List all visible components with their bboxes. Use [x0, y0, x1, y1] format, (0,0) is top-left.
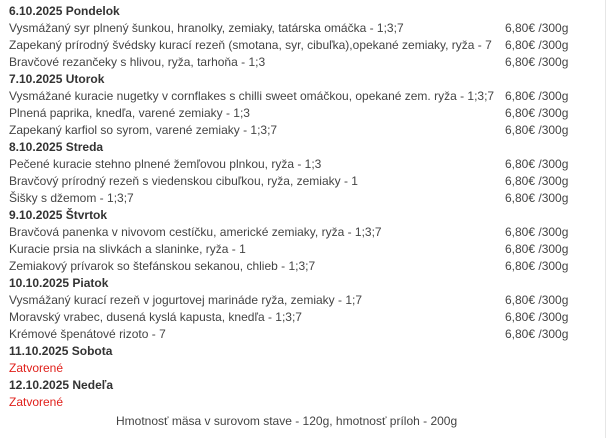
dish-row	[9, 105, 597, 122]
dish-name: Bravčová panenka v nivovom cestíčku, americké zemiaky, ryža - 1;3;7	[9, 225, 382, 239]
dish-price: 6,80€ /300g	[505, 225, 569, 239]
dish-price: 6,80€ /300g	[505, 38, 569, 52]
day-title: 7.10.2025 Utorok	[9, 72, 105, 86]
dish-name: Krémové špenátové rizoto - 7	[9, 327, 166, 341]
dish-price: 6,80€ /300g	[505, 123, 569, 137]
dish-price: 6,80€ /300g	[505, 242, 569, 256]
dish-price: 6,80€ /300g	[505, 174, 569, 188]
dish-row	[9, 190, 597, 207]
day-title: 12.10.2025 Nedeľa	[9, 378, 114, 392]
dish-row	[9, 241, 597, 258]
dish-row	[9, 326, 597, 343]
dish-name: Pečené kuracie stehno plnené žemľovou plnkou, ryža - 1;3	[9, 157, 322, 171]
closed-label: Zatvorené	[9, 361, 64, 375]
dish-name: Bravčový prírodný rezeň s viedenskou cibuľkou, ryža, zemiaky - 1	[9, 174, 358, 188]
dish-price: 6,80€ /300g	[505, 310, 569, 324]
dish-name: Bravčové rezančeky s hlivou, ryža, tarhoňa - 1;3	[9, 55, 266, 69]
day-title: 9.10.2025 Štvrtok	[9, 208, 108, 222]
weight-note: Hmotnosť mäsa v surovom stave - 120g, hmotnosť príloh - 200g	[116, 414, 458, 428]
dish-name: Vysmážané kuracie nugetky v cornflakes s chilli sweet omáčkou, opekané zem. ryža - 1;3;7	[9, 89, 495, 103]
dish-price: 6,80€ /300g	[505, 157, 569, 171]
dish-row	[9, 173, 597, 190]
dish-row	[9, 156, 597, 173]
day-title: 11.10.2025 Sobota	[9, 344, 113, 358]
dish-name: Zapekaný karfiol so syrom, varené zemiaky - 1;3;7	[9, 123, 278, 137]
dish-price: 6,80€ /300g	[505, 259, 569, 273]
day-title: 10.10.2025 Piatok	[9, 276, 109, 290]
dish-row	[9, 122, 597, 139]
dish-row	[9, 224, 597, 241]
dish-name: Vysmážaný kurací rezeň v jogurtovej marináde ryža, zemiaky - 1;7	[9, 293, 363, 307]
dish-price: 6,80€ /300g	[505, 327, 569, 341]
day-title: 8.10.2025 Streda	[9, 140, 104, 154]
dish-row	[9, 20, 597, 37]
dish-name: Vysmážaný syr plnený šunkou, hranolky, zemiaky, tatárska omáčka - 1;3;7	[9, 21, 404, 35]
closed-label: Zatvorené	[9, 395, 64, 409]
dish-row	[9, 37, 597, 54]
dish-name: Kuracie prsia na slivkách a slaninke, ryža - 1	[9, 242, 246, 256]
dish-price: 6,80€ /300g	[505, 55, 569, 69]
day-title: 6.10.2025 Pondelok	[9, 4, 120, 18]
dish-price: 6,80€ /300g	[505, 191, 569, 205]
dish-name: Šišky s džemom - 1;3;7	[9, 191, 134, 205]
dish-name: Moravský vrabec, dusená kyslá kapusta, knedľa - 1;3;7	[9, 310, 302, 324]
dish-row	[9, 309, 597, 326]
dish-price: 6,80€ /300g	[505, 293, 569, 307]
dish-name: Zapekaný prírodný švédsky kurací rezeň (smotana, syr, cibuľka),opekané zemiaky, ryža - 7	[9, 38, 492, 52]
dish-price: 6,80€ /300g	[505, 89, 569, 103]
dish-price: 6,80€ /300g	[505, 21, 569, 35]
dish-name: Zemiakový prívarok so štefánskou sekanou, chlieb - 1;3;7	[9, 259, 316, 273]
dish-row	[9, 54, 597, 71]
dish-row	[9, 258, 597, 275]
dish-row	[9, 292, 597, 309]
dish-row	[9, 88, 597, 105]
dish-price: 6,80€ /300g	[505, 106, 569, 120]
dish-name: Plnená paprika, knedľa, varené zemiaky - 1;3	[9, 106, 250, 120]
